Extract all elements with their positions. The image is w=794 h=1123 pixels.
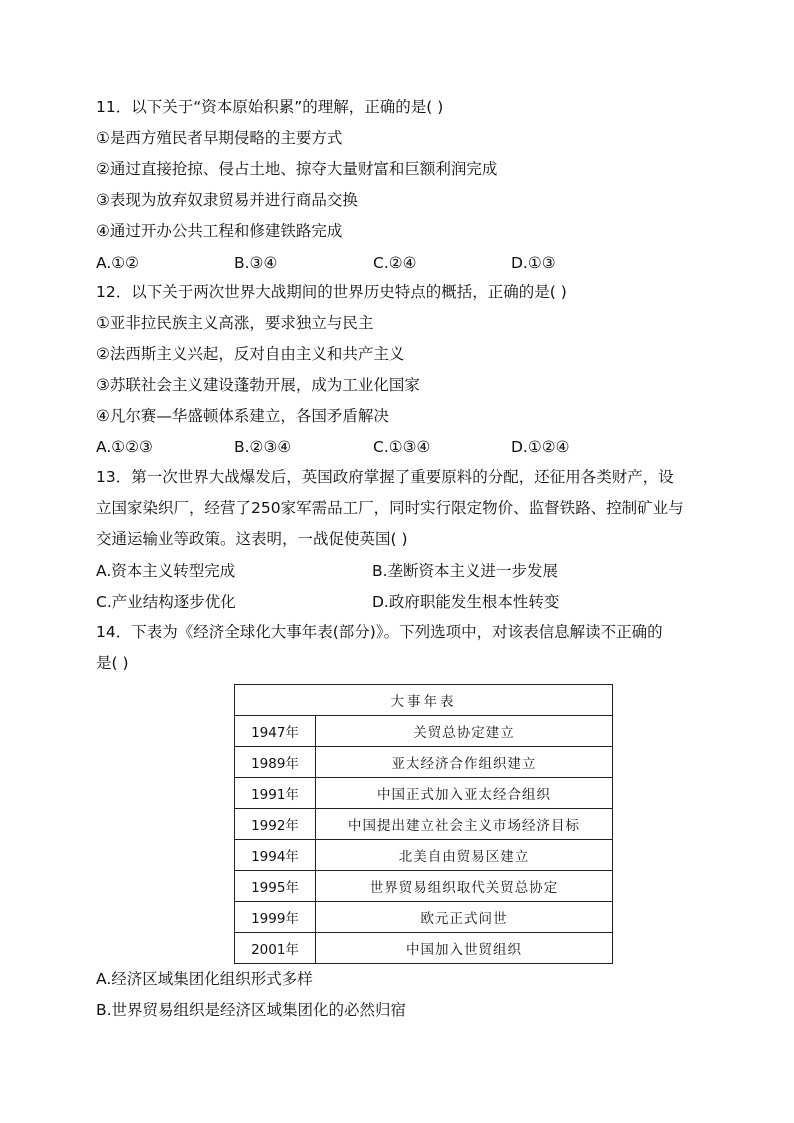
event-cell: 亚太经济合作组织建立 bbox=[316, 747, 613, 778]
q14-option-a[interactable]: A.经济区域集团化组织形式多样 bbox=[96, 970, 313, 988]
year-cell: 1992年 bbox=[235, 809, 316, 840]
q12-item-4: ④凡尔赛—华盛顿体系建立，各国矛盾解决 bbox=[96, 407, 389, 425]
q12-item-1: ①亚非拉民族主义高涨，要求独立与民主 bbox=[96, 314, 374, 332]
event-cell: 欧元正式问世 bbox=[316, 902, 613, 933]
q13-option-c[interactable]: C.产业结构逐步优化 bbox=[96, 593, 236, 611]
q12-option-b[interactable]: B.②③④ bbox=[234, 438, 292, 456]
table-row bbox=[235, 778, 613, 809]
table-row bbox=[235, 933, 613, 964]
q11-item-4: ④通过开办公共工程和修建铁路完成 bbox=[96, 222, 343, 240]
q11-item-3: ③表现为放弃奴隶贸易并进行商品交换 bbox=[96, 191, 358, 209]
table-row bbox=[235, 716, 613, 747]
event-cell: 中国提出建立社会主义市场经济目标 bbox=[316, 809, 613, 840]
event-cell: 中国加入世贸组织 bbox=[316, 933, 613, 964]
q11-item-2: ②通过直接抢掠、侵占土地、掠夺大量财富和巨额利润完成 bbox=[96, 160, 498, 178]
q12-item-2: ②法西斯主义兴起，反对自由主义和共产主义 bbox=[96, 345, 405, 363]
year-cell: 2001年 bbox=[235, 933, 316, 964]
year-cell: 1947年 bbox=[235, 716, 316, 747]
q13-stem-line-3: 交通运输业等政策。这表明，一战促使英国( ) bbox=[96, 530, 408, 548]
q12-option-a[interactable]: A.①②③ bbox=[96, 438, 153, 456]
q13-stem-line-1: 13．第一次世界大战爆发后，英国政府掌握了重要原料的分配，还征用各类财产，设 bbox=[96, 468, 674, 486]
table-title: 大事年表 bbox=[235, 685, 613, 716]
year-cell: 1989年 bbox=[235, 747, 316, 778]
q11-option-d[interactable]: D.①③ bbox=[511, 254, 556, 272]
q12-option-c[interactable]: C.①③④ bbox=[373, 438, 431, 456]
q11-stem: 11．以下关于“资本原始积累”的理解，正确的是( ) bbox=[96, 98, 444, 116]
q12-item-3: ③苏联社会主义建设蓬勃开展，成为工业化国家 bbox=[96, 376, 420, 394]
event-cell: 北美自由贸易区建立 bbox=[316, 840, 613, 871]
q11-item-1: ①是西方殖民者早期侵略的主要方式 bbox=[96, 129, 343, 147]
table-row bbox=[235, 840, 613, 871]
q13-option-d[interactable]: D.政府职能发生根本性转变 bbox=[372, 593, 560, 611]
q11-option-b[interactable]: B.③④ bbox=[234, 254, 278, 272]
q13-stem-line-2: 立国家染织厂，经营了250家军需品工厂，同时实行限定物价、监督铁路、控制矿业与 bbox=[96, 499, 684, 517]
q14-option-b[interactable]: B.世界贸易组织是经济区域集团化的必然归宿 bbox=[96, 1001, 407, 1019]
event-cell: 中国正式加入亚太经合组织 bbox=[316, 778, 613, 809]
q14-stem-line-2: 是( ) bbox=[96, 654, 129, 672]
q11-option-a[interactable]: A.①② bbox=[96, 254, 140, 272]
table-row bbox=[235, 902, 613, 933]
q12-option-d[interactable]: D.①②④ bbox=[511, 438, 570, 456]
year-cell: 1995年 bbox=[235, 871, 316, 902]
q14-stem-line-1: 14．下表为《经济全球化大事年表(部分)》。下列选项中，对该表信息解读不正确的 bbox=[96, 623, 663, 641]
event-cell: 世界贸易组织取代关贸总协定 bbox=[316, 871, 613, 902]
q11-option-c[interactable]: C.②④ bbox=[373, 254, 417, 272]
q13-option-a[interactable]: A.资本主义转型完成 bbox=[96, 562, 236, 580]
event-cell: 关贸总协定建立 bbox=[316, 716, 613, 747]
year-cell: 1991年 bbox=[235, 778, 316, 809]
year-cell: 1999年 bbox=[235, 902, 316, 933]
year-cell: 1994年 bbox=[235, 840, 316, 871]
table-header-row bbox=[235, 685, 613, 716]
table-row bbox=[235, 747, 613, 778]
q12-stem: 12．以下关于两次世界大战期间的世界历史特点的概括，正确的是( ) bbox=[96, 283, 567, 301]
q13-option-b[interactable]: B.垄断资本主义进一步发展 bbox=[372, 562, 559, 580]
table-row bbox=[235, 809, 613, 840]
table-row bbox=[235, 871, 613, 902]
events-table bbox=[234, 684, 613, 964]
